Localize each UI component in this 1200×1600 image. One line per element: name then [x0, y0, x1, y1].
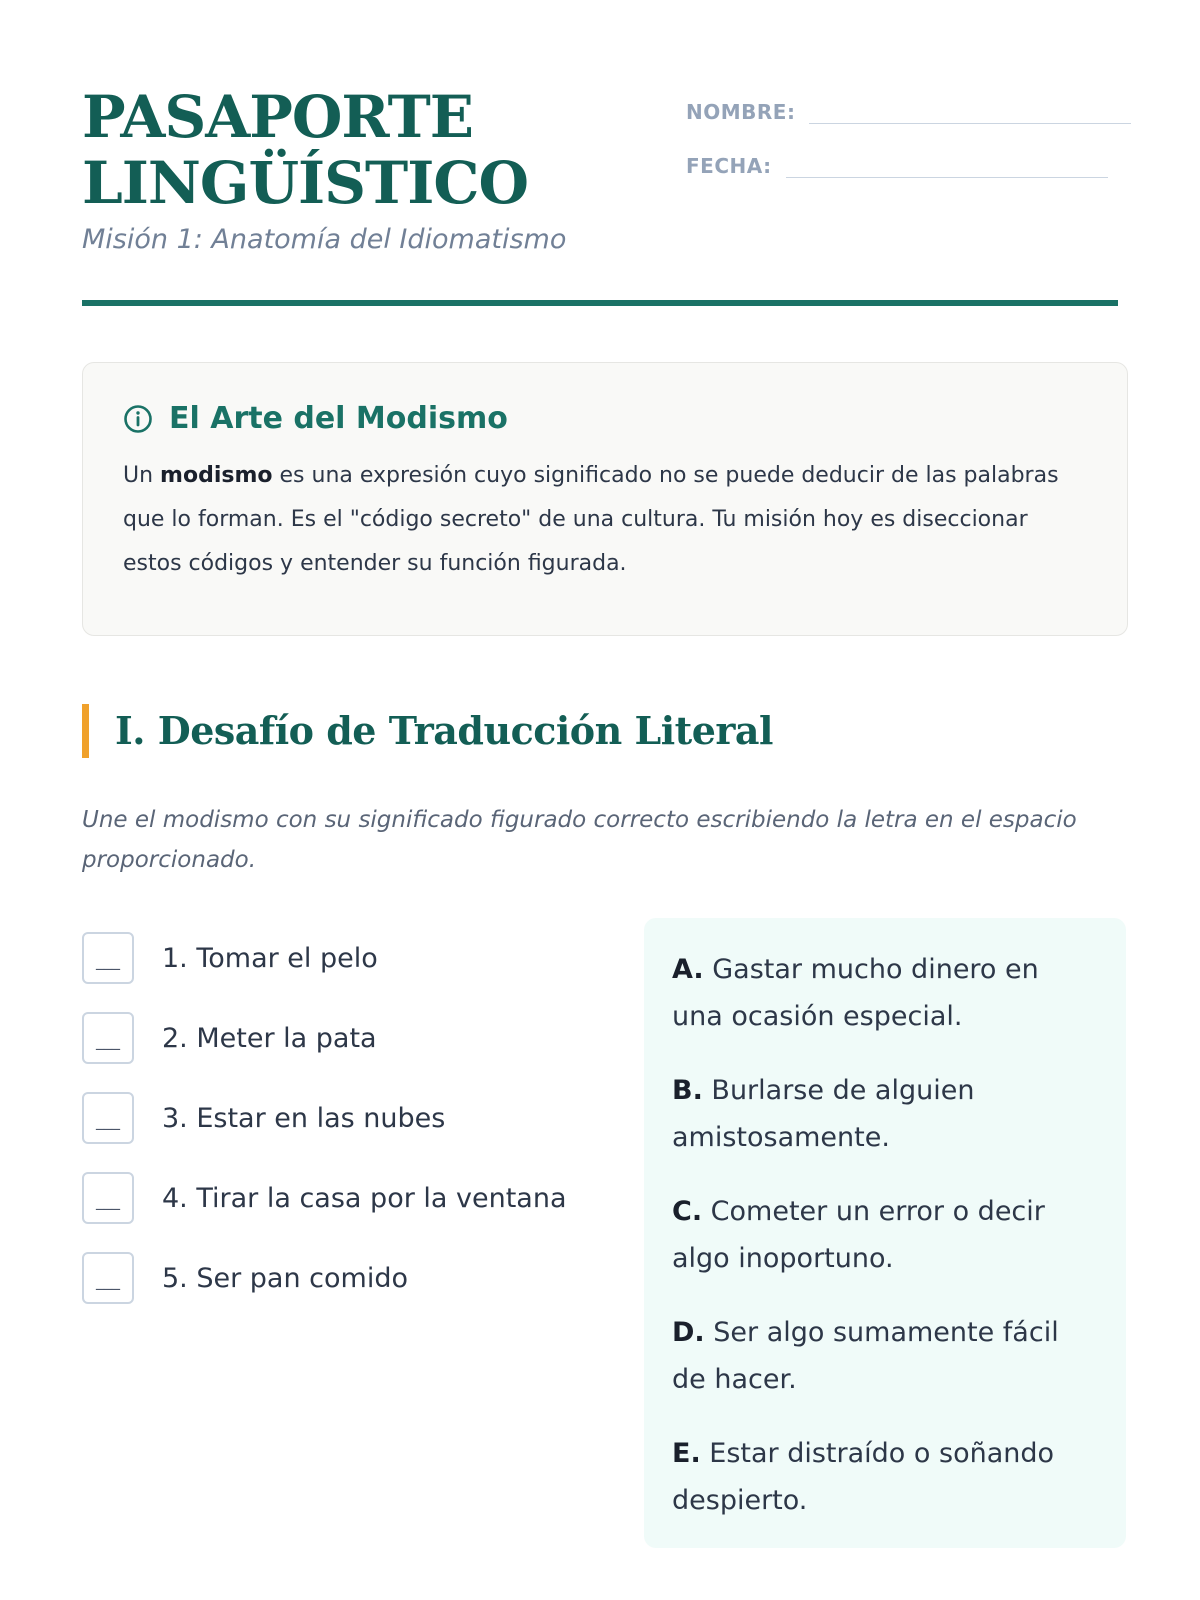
answer-box[interactable]: ___	[82, 1012, 134, 1064]
name-line[interactable]	[809, 96, 1131, 124]
answer-box[interactable]: ___	[82, 1172, 134, 1224]
meaning-text: Gastar mucho dinero en una ocasión especial.	[672, 954, 1039, 1032]
name-label: NOMBRE:	[686, 100, 796, 124]
header-divider	[82, 300, 1118, 306]
idiom-item	[82, 1238, 642, 1318]
answer-box[interactable]: ___	[82, 1092, 134, 1144]
answer-box[interactable]: ___	[82, 1252, 134, 1304]
answer-box[interactable]: ___	[82, 932, 134, 984]
title-block	[82, 84, 566, 255]
info-title	[123, 401, 1087, 436]
idiom-list	[82, 918, 642, 1318]
info-text-bold: modismo	[160, 463, 273, 488]
meaning-letter: A.	[672, 954, 704, 985]
meaning-item	[672, 946, 1098, 1040]
idiom-item	[82, 998, 642, 1078]
idiom-text: 5. Ser pan comido	[162, 1262, 408, 1294]
meaning-text: Burlarse de alguien amistosamente.	[672, 1075, 975, 1153]
meaning-text: Cometer un error o decir algo inoportuno.	[672, 1196, 1045, 1274]
page-title-line2: LINGÜÍSTICO	[82, 149, 529, 217]
student-fields	[686, 84, 1136, 192]
info-title-text: El Arte del Modismo	[169, 401, 508, 436]
meaning-item	[672, 1188, 1098, 1282]
idiom-item	[82, 1158, 642, 1238]
info-text-rest: es una expresión cuyo significado no se puede deducir de las palabras que lo forman. Es el "código secreto" de una cultura. Tu misión hoy es diseccionar estos códigos y entender su función figurada.	[123, 463, 1059, 576]
meaning-item	[672, 1067, 1098, 1161]
meaning-letter: E.	[672, 1438, 701, 1469]
info-text	[123, 454, 1087, 586]
info-text-start: Un	[123, 463, 161, 488]
meaning-letter: B.	[672, 1075, 703, 1106]
meaning-item	[672, 1430, 1098, 1524]
idiom-text: 2. Meter la pata	[162, 1022, 377, 1054]
idiom-text: 3. Estar en las nubes	[162, 1102, 446, 1134]
idiom-text: 4. Tirar la casa por la ventana	[162, 1182, 567, 1214]
name-field	[686, 84, 1136, 124]
section-title: I. Desafío de Traducción Literal	[82, 704, 773, 758]
meaning-text: Estar distraído o soñando despierto.	[672, 1438, 1055, 1516]
meaning-list	[644, 918, 1126, 1548]
page-title-line1: PASAPORTE	[82, 83, 473, 151]
date-line[interactable]	[786, 150, 1108, 178]
header	[82, 0, 1118, 310]
idiom-item	[82, 918, 642, 998]
page-subtitle: Misión 1: Anatomía del Idiomatismo	[82, 224, 567, 255]
meaning-letter: D.	[672, 1317, 705, 1348]
date-label: FECHA:	[686, 154, 772, 178]
date-field	[686, 138, 1136, 178]
idiom-item	[82, 1078, 642, 1158]
meaning-text: Ser algo sumamente fácil de hacer.	[672, 1317, 1059, 1395]
meaning-letter: C.	[672, 1196, 703, 1227]
meaning-item	[672, 1309, 1098, 1403]
idiom-text: 1. Tomar el pelo	[162, 942, 378, 974]
info-circle-icon	[123, 404, 153, 434]
section-instructions: Une el modismo con su significado figurado correcto escribiendo la letra en el espacio proporcionado.	[82, 807, 1077, 873]
info-box	[82, 362, 1128, 636]
